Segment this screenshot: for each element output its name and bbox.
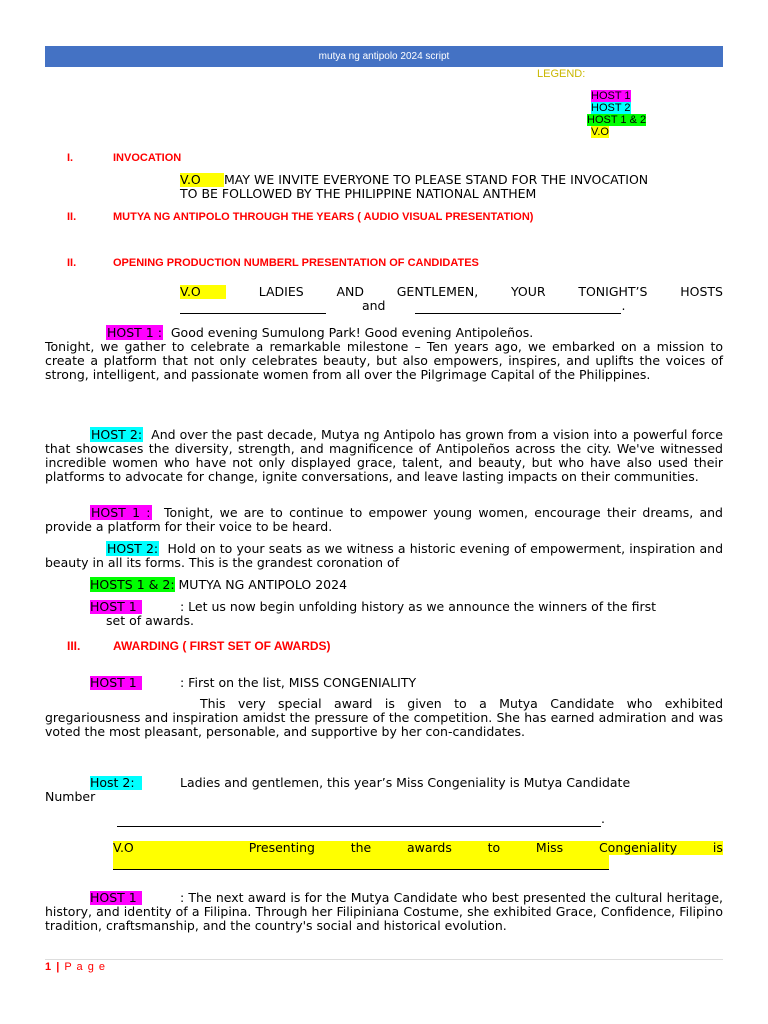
host2-tag: HOST 2: <box>91 427 143 442</box>
legend-vo: V.O <box>591 126 609 138</box>
host1-next-award: HOST 1 : The next award is for the Mutya Candidate who best presented the cultural heritage, history, and identity of a Filipina. Through her Filipiniana Costume, she exhibited Grace, Confidence, Filipino tradition, craftsmanship, and the country's social and historical evolution. <box>45 890 723 933</box>
host1-empower: HOST 1 : Tonight, we are to continue to empower young women, encourage their dreams, and provide a platform for their voice to be heard. <box>45 505 723 534</box>
section-label: INVOCATION <box>113 152 182 164</box>
legend-title: LEGEND: <box>537 68 586 80</box>
host1-unfolding: HOST 1 : Let us now begin unfolding history as we announce the winners of the first set of awards. <box>90 599 657 628</box>
blank-line <box>415 299 621 314</box>
host1-tag: HOST 1 <box>90 600 142 614</box>
host1-tag: HOST 1 <box>90 676 142 690</box>
blank-line <box>180 299 326 314</box>
congeniality-description: This very special award is given to a Mutya Candidate who exhibited gregariousness and inspiration amidst the pressure of the competition. She has earned admiration and was voted the most pleasant, personable, and supportive by her con-candidates. <box>45 696 723 739</box>
legend-host1: HOST 1 <box>591 90 631 102</box>
section-number: I. <box>67 152 74 164</box>
hosts12-tag: HOSTS 1 & 2: <box>90 577 175 592</box>
host2-congeniality: Host 2: Ladies and gentlemen, this year’s Miss Congeniality is Mutya Candidate Number <box>45 775 631 804</box>
host2-tag: Host 2: <box>90 776 142 790</box>
host1-first-on-list: HOST 1 : First on the list, MISS CONGENIALITY <box>90 675 417 690</box>
host1-tag: HOST 1 : <box>107 325 162 340</box>
legend-host2: HOST 2 <box>591 102 631 114</box>
legend-host12: HOST 1 & 2 <box>587 114 647 126</box>
host1-greeting: HOST 1 : Good evening Sumulong Park! Good evening Antipoleños. Tonight, we gather to celebrate a remarkable milestone – Ten years ago, we embarked on a mission to create a platform that not only celebrates beauty, but also empowers, inspires, and uplifts the voices of strong, intelligent, and passionate women from all over the Pilgrimage Capital of the Philippines. <box>45 325 723 382</box>
page-number: 1 <box>45 961 53 973</box>
host1-tag: HOST 1 <box>90 891 142 905</box>
vo-tag: V.O <box>113 840 134 855</box>
vo-hosts-intro: V.O LADIES AND GENTLEMEN, YOUR TONIGHT’S HOSTS and . <box>180 284 723 313</box>
host2-decade: HOST 2: And over the past decade, Mutya ng Antipolo has grown from a vision into a powerful force that showcases the diversity, strength, and magnificence of Antipoleños across the city. We've witnessed incredible women who have not only displayed grace, talent, and beauty, but who have also used their platforms to advocate for change, ignite conversations, and leave lasting impacts on their communities. <box>45 427 723 484</box>
hosts12-line: HOSTS 1 & 2: MUTYA NG ANTIPOLO 2024 <box>90 577 348 592</box>
footer-divider <box>45 959 723 960</box>
vo-invocation: V.O MAY WE INVITE EVERYONE TO PLEASE STAND FOR THE INVOCATION TO BE FOLLOWED BY THE PHILIPPINE NATIONAL ANTHEM <box>180 172 649 201</box>
host1-tag: HOST 1 : <box>91 505 151 520</box>
vo-tag: V.O <box>180 285 226 299</box>
page-footer: 1 | P a g e <box>45 961 106 973</box>
vo-congeniality: V.O Presenting the awards to Miss Congeniality is <box>113 841 723 870</box>
page-label: P a g e <box>64 961 106 973</box>
vo-tag: V.O <box>180 173 224 187</box>
winner-blank: . <box>117 812 605 827</box>
host2-tag: HOST 2: <box>107 541 159 556</box>
blank-line <box>113 855 609 870</box>
document-title-banner: mutya ng antipolo 2024 script <box>45 46 723 67</box>
blank-line <box>117 812 601 827</box>
host2-seats: HOST 2: Hold on to your seats as we witness a historic evening of empowerment, inspiration and beauty in all its forms. This is the grandest coronation of <box>45 541 724 570</box>
